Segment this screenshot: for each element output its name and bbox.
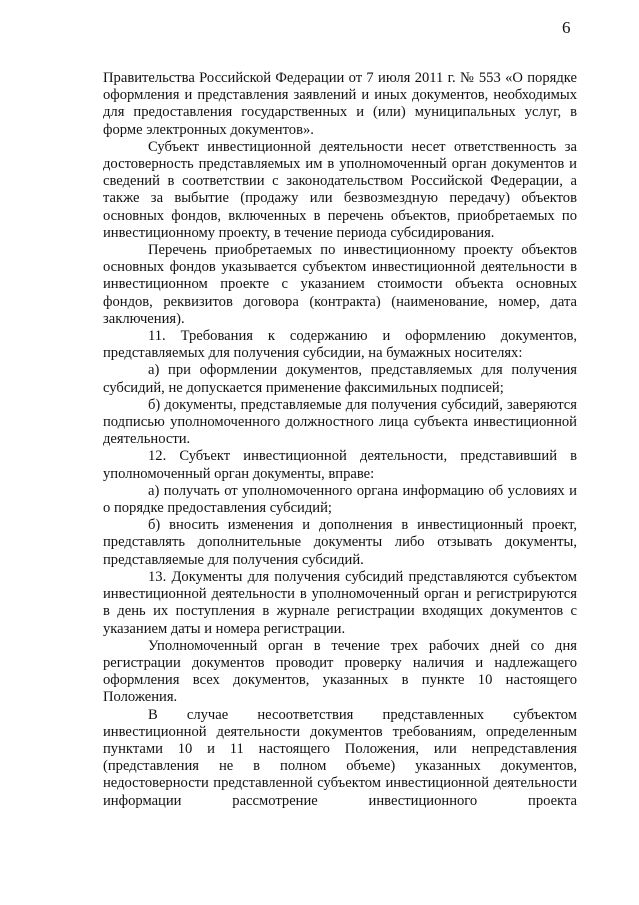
document-body [103,70,577,810]
paragraph-item-12: 12. Субъект инвестиционной деятельности, представивший в уполномоченный орган документы, вправе: [103,448,577,482]
paragraph-item-12-b: б) вносить изменения и дополнения в инвестиционный проект, представлять дополнительные документы либо отзывать документы, представляемые для получения субсидий. [103,517,577,568]
paragraph-item-11-a: а) при оформлении документов, представляемых для получения субсидий, не допускается применение факсимильных подписей; [103,362,577,396]
paragraph-responsibility: Субъект инвестиционной деятельности несет ответственность за достоверность представляемых им в уполномоченный орган документов и сведений в соответствии с законодательством Российской Федерации, а также за выбытие (продажу или безвозмездную передачу) объектов основных фондов, включенных в перечень объектов, приобретаемых по инвестиционному проекту, в течение периода субсидирования. [103,138,577,241]
paragraph-regulation-reference: Правительства Российской Федерации от 7 июля 2011 г. № 553 «О порядке оформления и представления заявлений и иных документов, необходимых для предоставления государственных и (или) муниципальных услуг, в форме электронных документов». [103,70,577,138]
paragraph-item-11-b: б) документы, представляемые для получения субсидий, заверяются подписью уполномоченного должностного лица субъекта инвестиционной деятельности. [103,396,577,448]
page-number: 6 [562,18,571,37]
paragraph-item-11: 11. Требования к содержанию и оформлению документов, представляемых для получения субсидии, на бумажных носителях: [103,328,577,362]
paragraph-assets-list: Перечень приобретаемых по инвестиционному проекту объектов основных фондов указывается субъектом инвестиционной деятельности в инвестиционном проекте с указанием стоимости объекта основных фондов, реквизитов договора (контракта) (наименование, номер, дата заключения). [103,242,577,327]
paragraph-non-compliance: В случае несоответствия представленных субъектом инвестиционной деятельности документов требованиям, определенным пунктами 10 и 11 настоящего Положения, или непредставления (представления не в полном объеме) указанных документов, недостоверности представленной субъектом инвестиционной деятельности информации рассмотрение инвестиционного проекта [103,706,577,809]
paragraph-item-13: 13. Документы для получения субсидий представляются субъектом инвестиционной деятельности в уполномоченный орган и регистрируются в день их поступления в журнале регистрации входящих документов с указанием даты и номера регистрации. [103,568,577,637]
paragraph-verification: Уполномоченный орган в течение трех рабочих дней со дня регистрации документов проводит проверку наличия и надлежащего оформления всех документов, указанных в пункте 10 настоящего Положения. [103,637,577,706]
paragraph-item-12-a: а) получать от уполномоченного органа информацию об условиях и о порядке предоставления субсидий; [103,482,577,517]
